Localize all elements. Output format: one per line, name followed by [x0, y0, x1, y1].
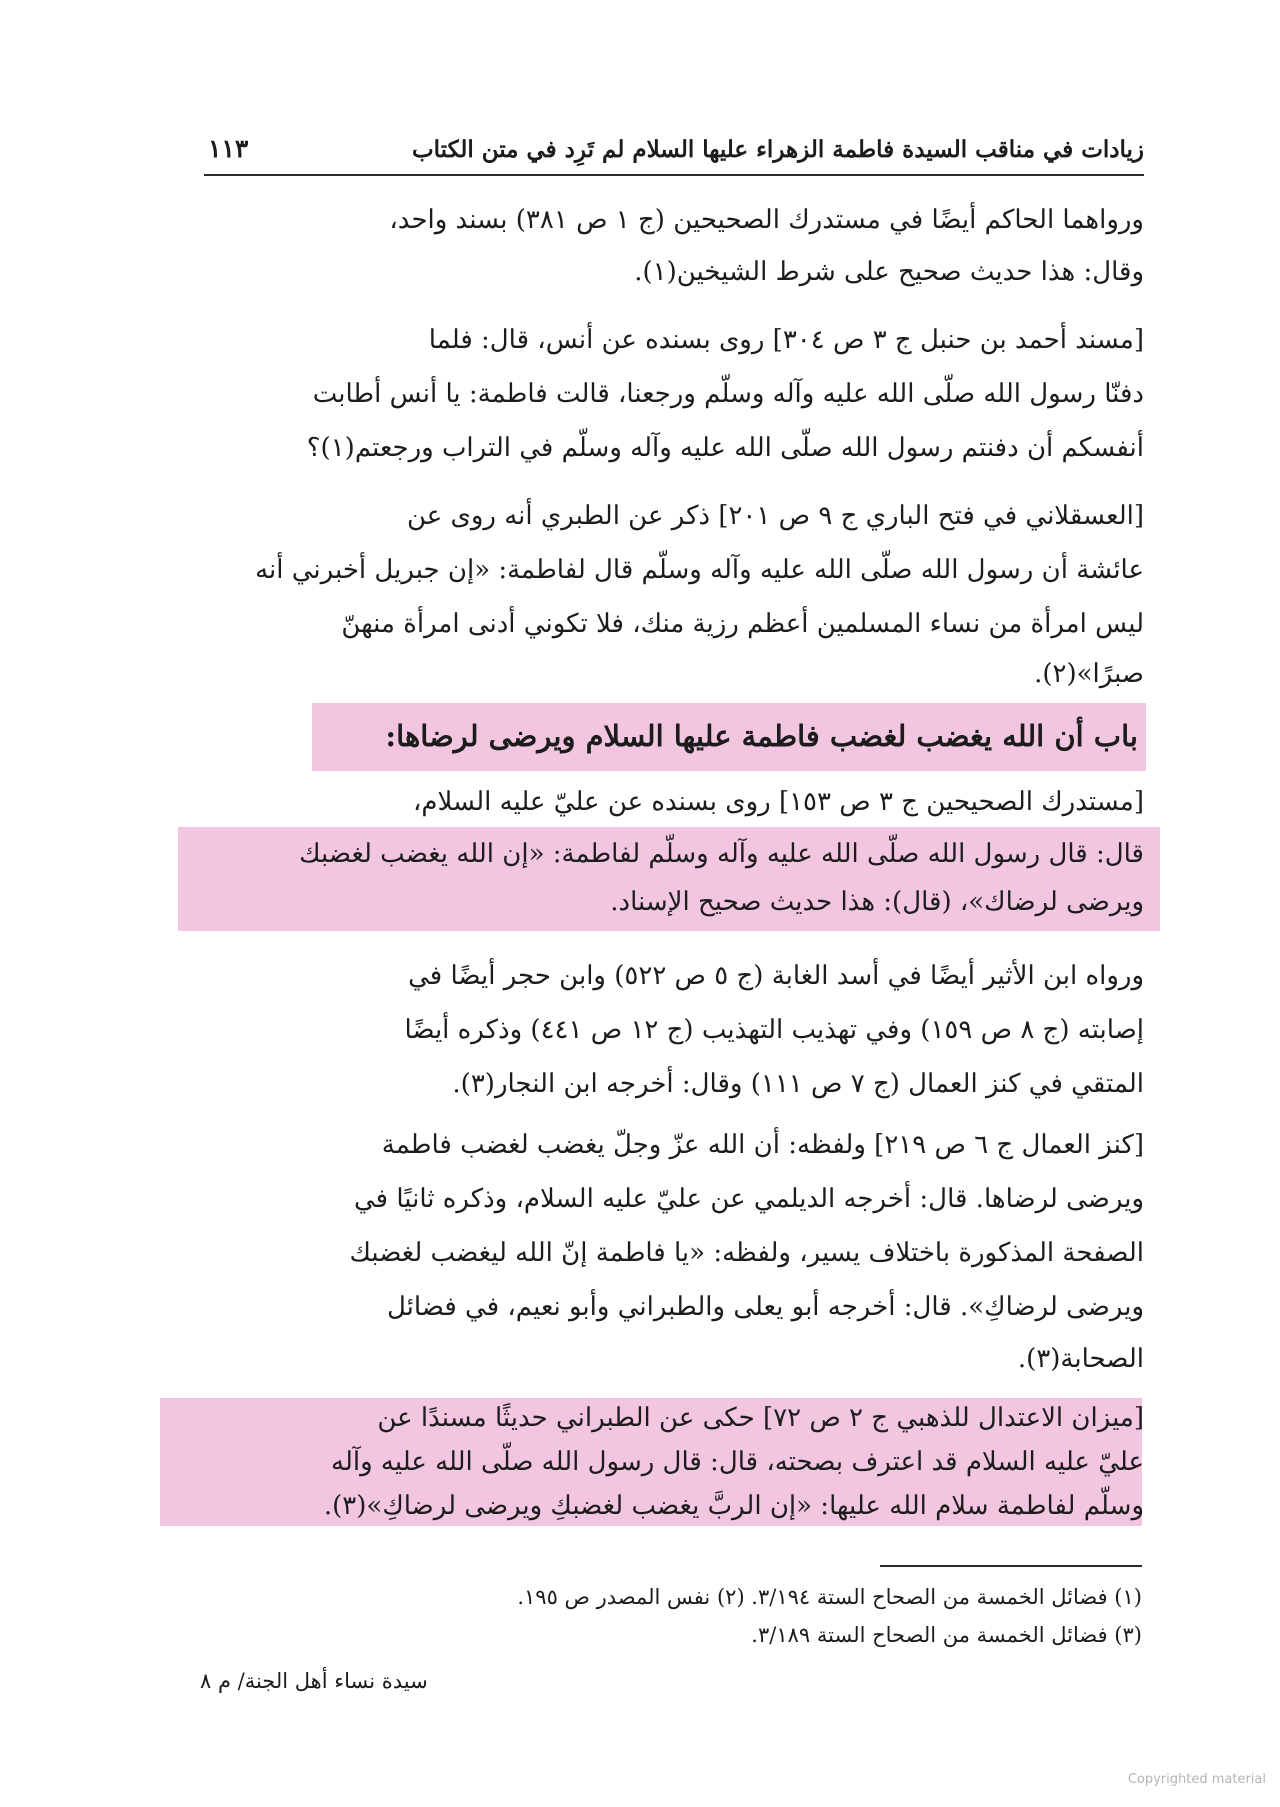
text-line: وسلّم لفاطمة سلام الله عليها: «إن الربَّ يغضب لغضبكِ ويرضى لرضاكِ»(٣).	[323, 1491, 1144, 1521]
text-line: صبرًا»(٢).	[1034, 659, 1144, 689]
text-line: وقال: هذا حديث صحيح على شرط الشيخين(١).	[634, 257, 1144, 287]
text-line: ليس امرأة من نساء المسلمين أعظم رزية منك، فلا تكوني أدنى امرأة منهنّ	[341, 609, 1144, 639]
text-line: المتقي في كنز العمال (ج ٧ ص ١١١) وقال: أخرجه ابن النجار(٣).	[452, 1069, 1144, 1099]
text-line: ويرضى لرضاك»، (قال): هذا حديث صحيح الإسناد.	[610, 887, 1144, 917]
text-line: ورواه ابن الأثير أيضًا في أسد الغابة (ج ٥ ص ٥٢٢) وابن حجر أيضًا في	[408, 961, 1144, 991]
running-title: زيادات في مناقب السيدة فاطمة الزهراء عليها السلام لم تَرِد في متن الكتاب	[412, 136, 1144, 163]
text-line: ويرضى لرضاكِ». قال: أخرجه أبو يعلى والطبراني وأبو نعيم، في فضائل	[386, 1292, 1144, 1322]
text-line: [مسند أحمد بن حنبل ج ٣ ص ٣٠٤] روى بسنده عن أنس، قال: فلما	[428, 325, 1144, 355]
section-heading-highlight	[312, 703, 1146, 771]
text-line: عليّ عليه السلام قد اعترف بصحته، قال: قال رسول الله صلّى الله عليه وآله	[331, 1447, 1144, 1477]
signature-mark: سيدة نساء أهل الجنة/ م ٨	[200, 1669, 428, 1693]
page-header	[204, 128, 1144, 176]
footnote-rule	[880, 1565, 1142, 1567]
text-line: عائشة أن رسول الله صلّى الله عليه وآله وسلّم قال لفاطمة: «إن جبريل أخبرني أنه	[255, 555, 1144, 585]
text-line: أنفسكم أن دفنتم رسول الله صلّى الله عليه وآله وسلّم في التراب ورجعتم(١)؟	[306, 433, 1144, 463]
text-line: دفنّا رسول الله صلّى الله عليه وآله وسلّم ورجعنا، قالت فاطمة: يا أنس أطابت	[312, 379, 1144, 409]
page-number: ١١٣	[208, 134, 249, 163]
text-line: ورواهما الحاكم أيضًا في مستدرك الصحيحين (ج ١ ص ٣٨١) بسند واحد،	[389, 205, 1144, 235]
text-line: الصفحة المذكورة باختلاف يسير، ولفظه: «يا فاطمة إنّ الله ليغضب لغضبك	[349, 1238, 1144, 1268]
text-line: [كنز العمال ج ٦ ص ٢١٩] ولفظه: أن الله عزّ وجلّ يغضب لغضب فاطمة	[381, 1130, 1144, 1160]
section-heading: باب أن الله يغضب لغضب فاطمة عليها السلام ويرضى لرضاها:	[385, 719, 1138, 753]
copyright-watermark: Copyrighted material	[1127, 1772, 1266, 1787]
text-line: الصحابة(٣).	[1017, 1344, 1144, 1374]
text-line: [العسقلاني في فتح الباري ج ٩ ص ٢٠١] ذكر عن الطبري أنه روى عن	[406, 501, 1144, 531]
text-line: [مستدرك الصحيحين ج ٣ ص ١٥٣] روى بسنده عن عليّ عليه السلام،	[413, 787, 1144, 817]
footnote-line: (١) فضائل الخمسة من الصحاح الستة ٣/١٩٤. (٢) نفس المصدر ص ١٩٥.	[517, 1585, 1142, 1609]
text-line: إصابته (ج ٨ ص ١٥٩) وفي تهذيب التهذيب (ج ١٢ ص ٤٤١) وذكره أيضًا	[404, 1015, 1144, 1045]
text-line: قال: قال رسول الله صلّى الله عليه وآله وسلّم لفاطمة: «إن الله يغضب لغضبك	[299, 839, 1144, 869]
footnote-line: (٣) فضائل الخمسة من الصحاح الستة ٣/١٨٩.	[751, 1623, 1142, 1647]
text-line: [ميزان الاعتدال للذهبي ج ٢ ص ٧٢] حكى عن الطبراني حديثًا مسندًا عن	[377, 1403, 1144, 1433]
text-line: ويرضى لرضاها. قال: أخرجه الديلمي عن عليّ عليه السلام، وذكره ثانيًا في	[353, 1184, 1144, 1214]
